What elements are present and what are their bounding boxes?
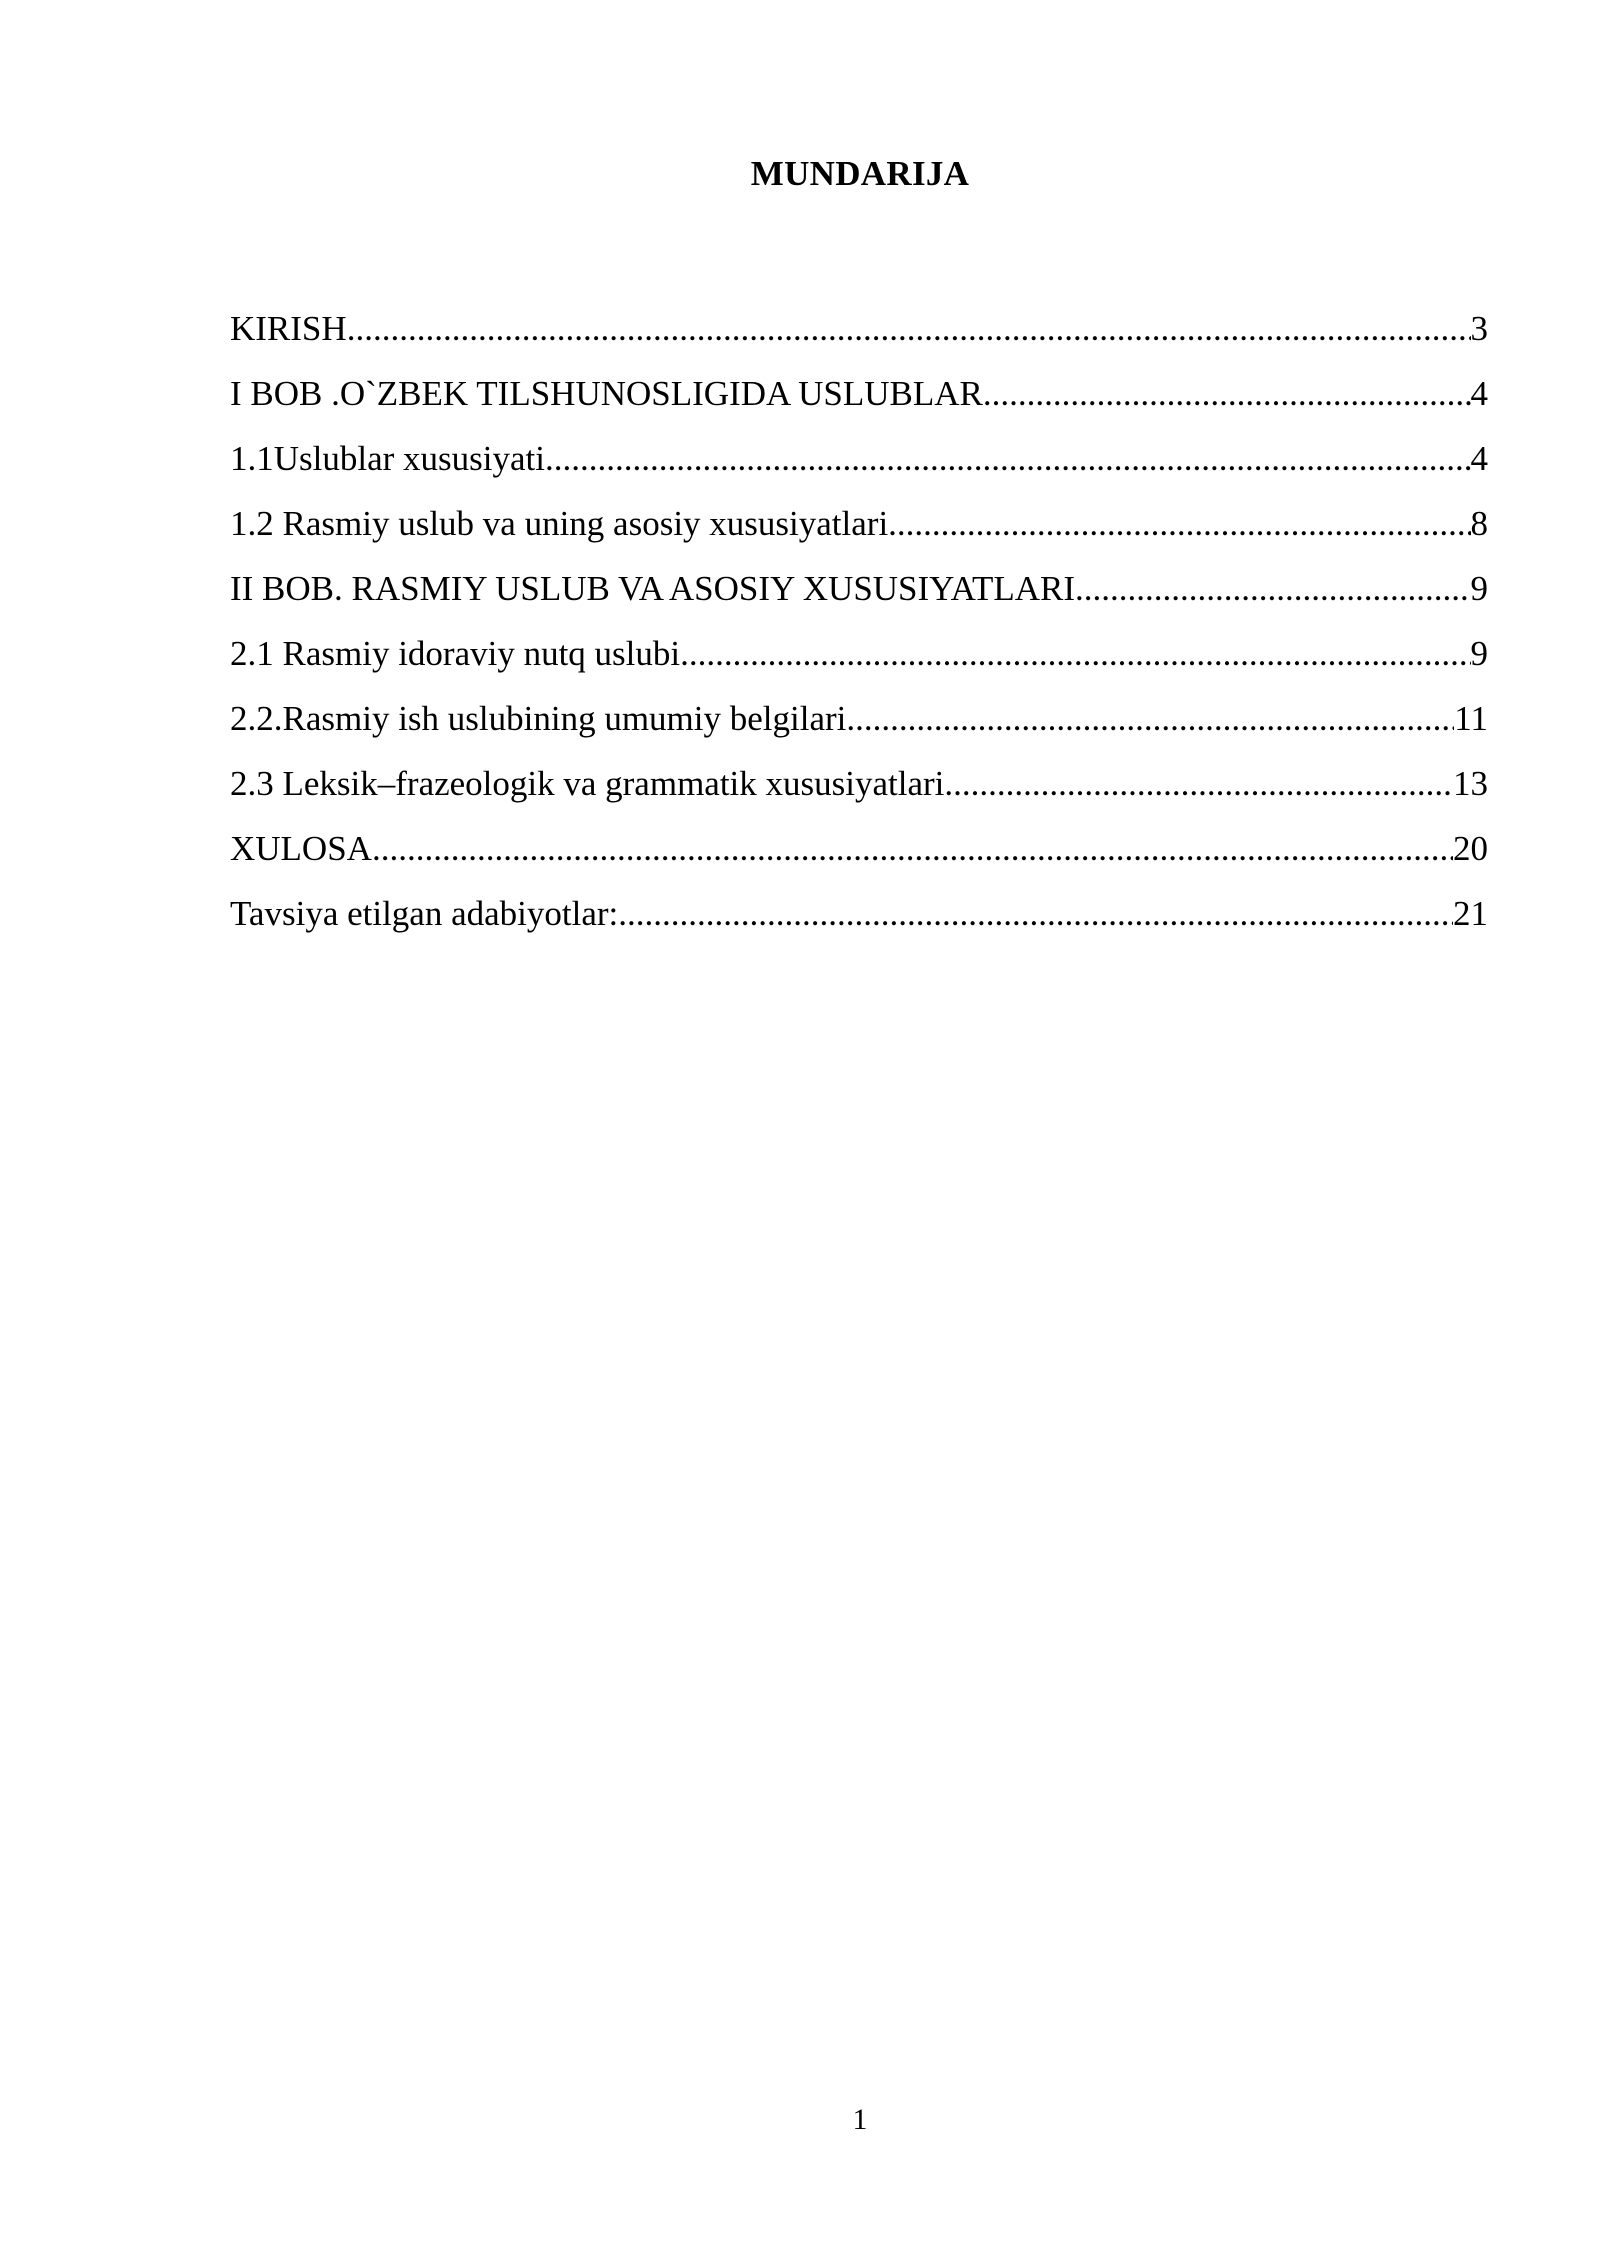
toc-dot-leader [1075, 564, 1470, 614]
toc-dot-leader [983, 369, 1471, 419]
table-of-contents [230, 304, 1488, 954]
toc-dot-leader [545, 434, 1471, 484]
toc-entry-label: Tavsiya etilgan adabiyotlar: [230, 894, 619, 933]
toc-dot-leader [846, 694, 1454, 744]
toc-dot-leader [347, 304, 1471, 354]
toc-entry-page: 8 [1470, 504, 1488, 543]
toc-dot-leader [888, 499, 1470, 549]
toc-entry-page: 13 [1453, 764, 1488, 803]
toc-entry-page: 11 [1454, 699, 1488, 738]
toc-entry-section-1-2[interactable] [230, 499, 1488, 564]
toc-entry-kirish[interactable] [230, 304, 1488, 369]
page-title: MUNDARIJA [750, 154, 970, 193]
toc-entry-page: 4 [1470, 439, 1488, 478]
toc-entry-chapter-1[interactable] [230, 369, 1488, 434]
toc-entry-label: 2.2.Rasmiy ish uslubining umumiy belgilari [230, 699, 847, 738]
toc-dot-leader [680, 629, 1470, 679]
toc-entry-references[interactable] [230, 889, 1488, 954]
toc-dot-leader [944, 759, 1453, 809]
toc-entry-chapter-2[interactable] [230, 564, 1488, 629]
toc-dot-leader [618, 889, 1453, 939]
toc-dot-leader [372, 824, 1453, 874]
toc-entry-page: 4 [1470, 374, 1488, 413]
toc-entry-page: 3 [1470, 309, 1488, 348]
toc-entry-label: I BOB .O`ZBEK TILSHUNOSLIGIDA USLUBLAR [230, 374, 983, 413]
toc-entry-page: 21 [1453, 894, 1488, 933]
page-number: 1 [852, 2103, 868, 2136]
toc-entry-page: 9 [1470, 634, 1488, 673]
toc-entry-label: 2.3 Leksik–frazeologik va grammatik xususiyatlari [230, 764, 945, 803]
toc-entry-section-2-1[interactable] [230, 629, 1488, 694]
toc-entry-label: II BOB. RASMIY USLUB VA ASOSIY XUSUSIYATLARI [230, 569, 1076, 608]
toc-entry-section-2-2[interactable] [230, 694, 1488, 759]
toc-entry-label: XULOSA [230, 829, 372, 868]
toc-entry-page: 9 [1470, 569, 1488, 608]
toc-entry-label: 1.1Uslublar xususiyati [230, 439, 545, 478]
toc-entry-label: 2.1 Rasmiy idoraviy nutq uslubi [230, 634, 681, 673]
toc-entry-label: 1.2 Rasmiy uslub va uning asosiy xususiyatlari [230, 504, 889, 543]
toc-entry-page: 20 [1453, 829, 1488, 868]
toc-entry-section-2-3[interactable] [230, 759, 1488, 824]
toc-entry-xulosa[interactable] [230, 824, 1488, 889]
toc-entry-label: KIRISH [230, 309, 347, 348]
toc-entry-section-1-1[interactable] [230, 434, 1488, 499]
